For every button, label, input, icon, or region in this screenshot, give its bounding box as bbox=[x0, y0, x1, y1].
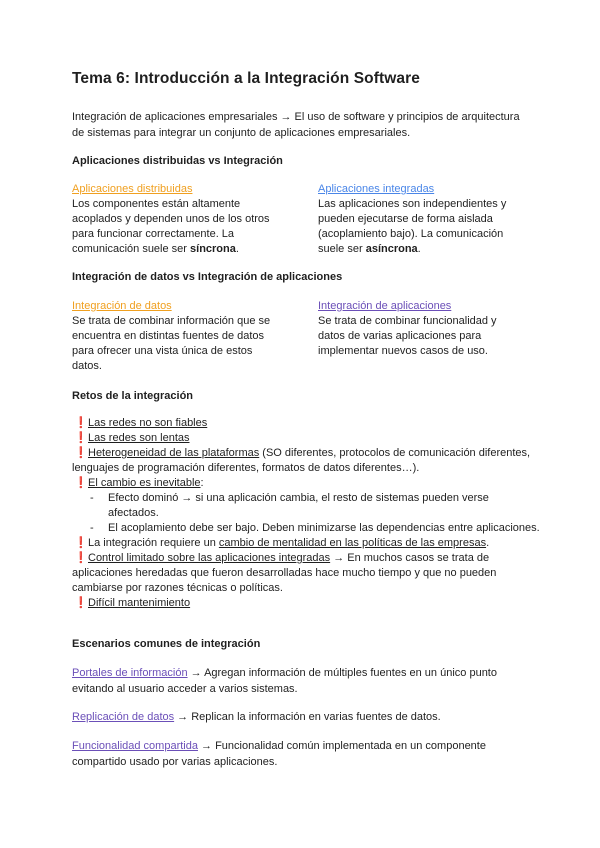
list-item bbox=[72, 416, 542, 431]
column-app-integration bbox=[318, 299, 518, 359]
challenge-slow-networks: Las redes son lentas bbox=[88, 432, 190, 444]
challenge-limited-control-detail: → En muchos casos se trata de aplicaciones heredadas que fueron desarrolladas hace mucho tiempo y que no pueden cambiarse por razones técnicas o políticas. bbox=[72, 552, 497, 594]
colon: : bbox=[200, 477, 204, 489]
list-item bbox=[72, 536, 542, 551]
section-heading-challenges: Retos de la integración bbox=[72, 390, 194, 402]
sub-low-coupling: El acoplamiento debe ser bajo. Deben minimizarse las dependencias entre aplicaciones. bbox=[108, 522, 540, 534]
exclamation-icon: ❗ bbox=[74, 432, 88, 444]
sub-list-item bbox=[72, 491, 542, 521]
sub-list-item bbox=[72, 521, 542, 536]
intro-paragraph: Integración de aplicaciones empresariales → El uso de software y principios de arquitectura de sistemas para integrar un conjunto de aplicaciones empresariales. bbox=[72, 111, 520, 139]
challenge-mentality: cambio de mentalidad en las políticas de las empresas bbox=[218, 537, 487, 549]
column-integrated bbox=[318, 182, 518, 257]
period: . bbox=[235, 243, 239, 255]
heading-app-integration: Integración de aplicaciones bbox=[318, 300, 452, 312]
section-heading-scenarios: Escenarios comunes de integración bbox=[72, 638, 261, 650]
link-portals[interactable]: Portales de información bbox=[72, 667, 188, 679]
exclamation-icon: ❗ bbox=[74, 477, 88, 489]
heading-distributed-apps: Aplicaciones distribuidas bbox=[72, 183, 193, 195]
period: . bbox=[417, 243, 421, 255]
challenge-heterogeneity-detail: (SO diferentes, protocolos de comunicación diferentes, lenguajes de programación diferentes, formatos de datos diferentes…). bbox=[72, 447, 531, 474]
list-item bbox=[72, 596, 542, 611]
text-data-integration: Se trata de combinar información que se encuentra en distintas fuentes de datos para ofrecer una vista única de estos datos. bbox=[72, 315, 271, 372]
text-app-integration: Se trata de combinar funcionalidad y datos de varias aplicaciones para implementar nuevos casos de uso. bbox=[318, 315, 497, 357]
link-replication[interactable]: Replicación de datos bbox=[72, 711, 175, 723]
sub-domino-effect: Efecto dominó → si una aplicación cambia, el resto de sistemas pueden verse afectados. bbox=[108, 492, 489, 519]
dash-bullet: - bbox=[90, 492, 94, 504]
page-title: Tema 6: Introducción a la Integración Software bbox=[72, 70, 420, 87]
section-heading-distributed: Aplicaciones distribuidas vs Integración bbox=[72, 155, 283, 167]
scenario-shared-functionality bbox=[72, 738, 532, 770]
column-data-integration bbox=[72, 299, 282, 374]
list-item bbox=[72, 446, 542, 476]
challenges-list bbox=[72, 416, 542, 611]
heading-integrated-apps: Aplicaciones integradas bbox=[318, 183, 435, 195]
text-distributed-apps: Los componentes están altamente acoplados y dependen unos de los otros para funcionar correctamente. La comunicación suele ser bbox=[72, 198, 270, 255]
list-item bbox=[72, 476, 542, 491]
exclamation-icon: ❗ bbox=[74, 447, 88, 459]
challenge-change: El cambio es inevitable bbox=[88, 477, 201, 489]
exclamation-icon: ❗ bbox=[74, 537, 88, 549]
list-item bbox=[72, 431, 542, 446]
text-portals: → Agregan información de múltiples fuentes en un único punto evitando al usuario acceder a varios sistemas. bbox=[72, 667, 497, 695]
text-shared-functionality: → Funcionalidad común implementada en un componente compartido usado por varias aplicaciones. bbox=[72, 740, 486, 768]
list-item bbox=[72, 551, 542, 596]
bold-sync: síncrona bbox=[190, 243, 236, 255]
dash-bullet: - bbox=[90, 522, 94, 534]
challenge-mentality-prefix: La integración requiere un bbox=[88, 537, 219, 549]
text-integrated-apps: Las aplicaciones son independientes y pueden ejecutarse de forma aislada (acoplamiento bajo). La comunicación suele ser bbox=[318, 198, 507, 255]
exclamation-icon: ❗ bbox=[74, 417, 88, 429]
scenario-replication bbox=[72, 709, 532, 725]
scenario-portals bbox=[72, 665, 532, 697]
period: . bbox=[486, 537, 490, 549]
text-replication: → Replican la información en varias fuentes de datos. bbox=[174, 711, 441, 723]
section-heading-data-vs-apps: Integración de datos vs Integración de aplicaciones bbox=[72, 271, 343, 283]
link-shared-functionality[interactable]: Funcionalidad compartida bbox=[72, 740, 198, 752]
bold-async: asíncrona bbox=[365, 243, 418, 255]
challenge-unreliable-networks: Las redes no son fiables bbox=[88, 417, 208, 429]
column-distributed bbox=[72, 182, 292, 257]
heading-data-integration: Integración de datos bbox=[72, 300, 172, 312]
challenge-limited-control: Control limitado sobre las aplicaciones integradas bbox=[88, 552, 331, 564]
challenge-heterogeneity: Heterogeneidad de las plataformas bbox=[88, 447, 260, 459]
challenge-maintenance: Difícil mantenimiento bbox=[88, 597, 191, 609]
exclamation-icon: ❗ bbox=[74, 552, 88, 564]
exclamation-icon: ❗ bbox=[74, 597, 88, 609]
